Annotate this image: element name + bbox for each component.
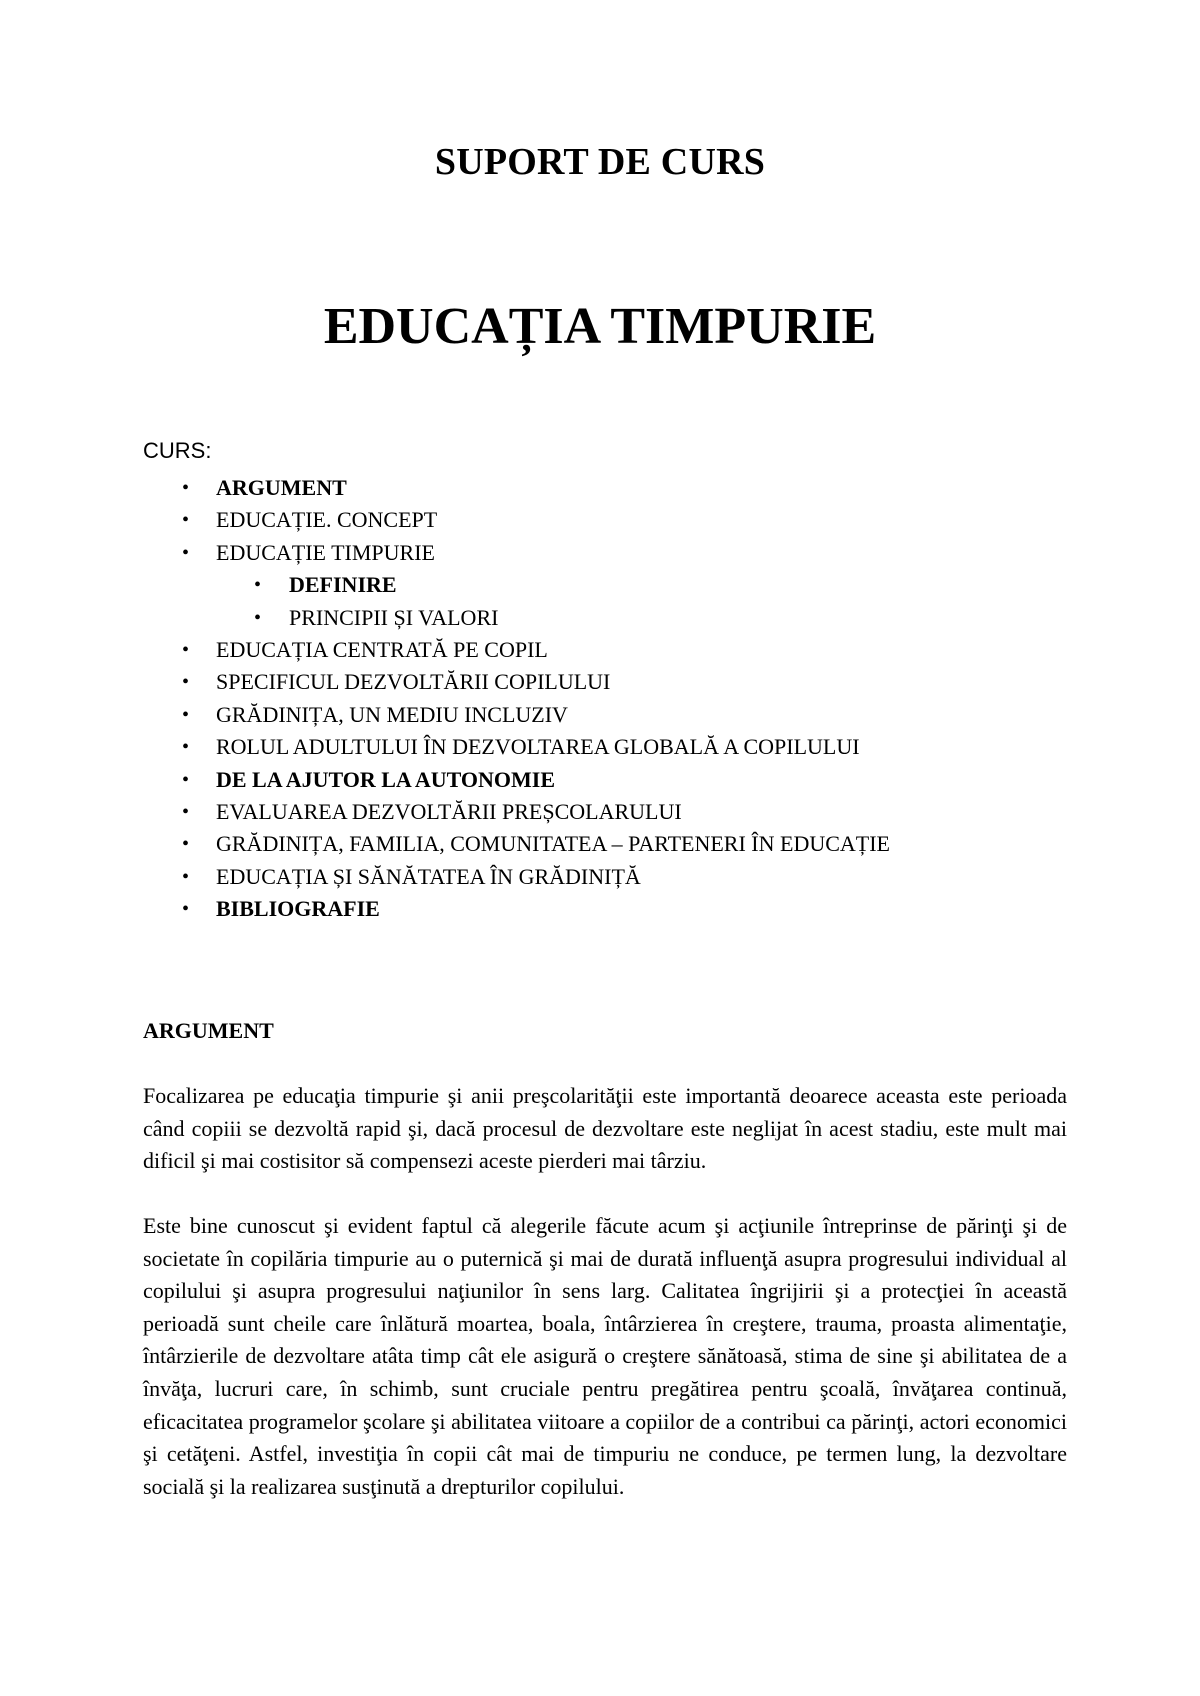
toc-item (0, 893, 1200, 925)
toc-item (0, 569, 1200, 601)
toc-item (0, 828, 1200, 860)
toc-item-label: EVALUAREA DEZVOLTĂRII PREȘCOLARULUI (216, 798, 682, 824)
bullet-icon: • (182, 736, 190, 759)
bullet-icon: • (182, 800, 190, 823)
toc-item-label: EDUCAȚIE. CONCEPT (216, 507, 438, 533)
paragraph: Este bine cunoscut şi evident faptul că alegerile făcute acum şi acţiunile întreprinse de părinţi şi de societate în copilăria timpurie au o puternică şi mai de durată influenţă asupra progresului individual al copilului şi asupra progresului naţiunilor în sens larg. Calitatea îngrijirii şi a protecţiei în această perioadă sunt cheile care înlătură moartea, boala, întârzierea în creştere, trauma, proasta alimentaţie, întârzierile de dezvoltare atâta timp cât ele asigură o creştere sănătoasă, stima de sine şi abilitatea de a învăţa, lucruri care, în schimb, sunt cruciale pentru pregătirea pentru şcoală, învăţarea continuă, eficacitatea programelor şcolare şi abilitatea viitoare a copiilor de a contribui ca părinţi, actori economici şi cetăţeni. Astfel, investiţia în copii cât mai de timpuriu ne conduce, pe termen lung, la dezvoltare socială şi la realizarea susţinută a drepturilor copilului. (143, 1213, 1067, 1499)
toc-item (0, 602, 1200, 634)
toc-item-label: ROLUL ADULTULUI ÎN DEZVOLTAREA GLOBALĂ A COPILULUI (216, 734, 860, 760)
toc-item (0, 666, 1200, 698)
document-title: SUPORT DE CURS (434, 141, 766, 183)
bullet-icon: • (254, 574, 262, 597)
bullet-icon: • (182, 898, 190, 921)
bullet-icon: • (182, 833, 190, 856)
bullet-icon: • (182, 768, 190, 791)
bullet-icon: • (182, 477, 190, 499)
toc-item-label: SPECIFICUL DEZVOLTĂRII COPILULUI (216, 669, 611, 695)
toc-item-label: DE LA AJUTOR LA AUTONOMIE (216, 766, 556, 792)
toc-item-label: EDUCAȚIA ȘI SĂNĂTATEA ÎN GRĂDINIȚĂ (216, 863, 641, 889)
toc-item (0, 634, 1200, 666)
toc-item (0, 699, 1200, 731)
toc-item (0, 861, 1200, 893)
bullet-icon: • (182, 703, 190, 726)
toc-item (0, 796, 1200, 828)
toc-label: CURS: (143, 438, 212, 463)
bullet-icon: • (182, 638, 190, 661)
toc-item-label: ARGUMENT (216, 475, 347, 500)
toc-item (0, 537, 1200, 569)
bullet-icon: • (182, 541, 190, 564)
toc-item-label: BIBLIOGRAFIE (216, 896, 380, 922)
toc-item-label: EDUCAȚIA CENTRATĂ PE COPIL (216, 636, 548, 662)
bullet-icon: • (182, 865, 190, 888)
bullet-icon: • (182, 509, 190, 532)
toc-item (0, 472, 1200, 504)
toc-item-label: DEFINIRE (289, 572, 397, 598)
bullet-icon: • (182, 671, 190, 694)
toc-item-label: GRĂDINIȚA, FAMILIA, COMUNITATEA – PARTENERI ÎN EDUCAȚIE (216, 831, 890, 857)
toc-item-label: PRINCIPII ȘI VALORI (289, 604, 499, 630)
toc-item (0, 731, 1200, 763)
paragraph: Focalizarea pe educaţia timpurie şi anii preşcolarităţii este importantă deoarece aceasta este perioada când copiii se dezvoltă rapid şi, dacă procesul de dezvoltare este neglijat în acest stadiu, este mult mai dificil şi mai costisitor să compensezi aceste pierderi mai târziu. (143, 1083, 1067, 1174)
bullet-icon: • (254, 606, 262, 629)
toc-item-label: EDUCAȚIE TIMPURIE (216, 539, 435, 565)
toc-item (0, 504, 1200, 536)
document-subtitle: EDUCAȚIA TIMPURIE (323, 298, 877, 355)
toc-item (0, 764, 1200, 796)
table-of-contents (0, 472, 1200, 925)
toc-item-label: GRĂDINIȚA, UN MEDIU INCLUZIV (216, 701, 568, 727)
section-heading: ARGUMENT (143, 1018, 274, 1043)
